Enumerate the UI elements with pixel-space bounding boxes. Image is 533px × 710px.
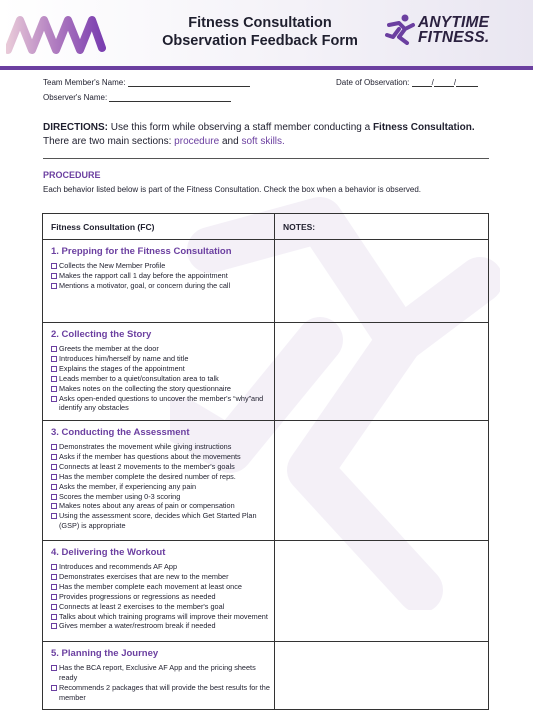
checklist-item-label: Collects the New Member Profile [59, 261, 166, 270]
checklist-item[interactable] [51, 663, 274, 683]
checklist-item-label: Has the member complete the desired number of reps. [59, 471, 236, 481]
checklist-item[interactable] [51, 582, 274, 592]
checklist-item[interactable] [51, 271, 274, 281]
procedure-link: procedure [174, 136, 220, 147]
checklist-item-label: Has the BCA report, Exclusive AF App and the pricing sheets ready [59, 663, 256, 682]
checkbox[interactable] [51, 283, 57, 289]
directions-text [43, 121, 503, 149]
checklist-item[interactable] [51, 492, 274, 502]
section-divider [43, 158, 489, 159]
checkbox[interactable] [51, 454, 57, 460]
anytime-fitness-logo [385, 13, 525, 47]
section-title: 3. Conducting the Assessment [51, 427, 190, 438]
table-row [43, 541, 489, 642]
logo-text-line1: ANYTIME [418, 14, 490, 31]
date-separator: / [431, 78, 434, 87]
checklist-item[interactable] [51, 501, 274, 511]
team-member-name-label: Team Member's Name: [43, 78, 126, 87]
checklist-item-label: Using the assessment score, decides which Get Started Plan (GSP) is appropriate [59, 511, 257, 531]
checkbox[interactable] [51, 356, 57, 362]
date-month-line[interactable] [412, 86, 432, 87]
checklist-item-label: Makes notes on the collecting the story questionnaire [59, 383, 231, 393]
checklist-item[interactable] [51, 394, 274, 414]
notes-cell[interactable] [275, 541, 489, 642]
checkbox[interactable] [51, 396, 57, 402]
checklist-item-label: Demonstrates exercises that are new to the member [59, 571, 229, 581]
checklist-item-label: Demonstrates the movement while giving instructions [59, 442, 232, 451]
checklist-item[interactable] [51, 602, 274, 612]
table-header-row [43, 214, 489, 240]
date-separator: / [453, 78, 457, 87]
checkbox[interactable] [51, 574, 57, 580]
notes-cell[interactable] [275, 240, 489, 323]
notes-cell[interactable] [275, 642, 489, 710]
checklist-item[interactable] [51, 364, 274, 374]
checklist-item-label: Recommends 2 packages that will provide the best results for the member [59, 682, 270, 702]
fitness-consultation-table [42, 213, 489, 710]
header-divider-bar [0, 66, 533, 70]
section-cell [43, 421, 275, 541]
checkbox[interactable] [51, 346, 57, 352]
checklist-item[interactable] [51, 462, 274, 472]
checklist-item[interactable] [51, 482, 274, 492]
team-member-name-field[interactable] [43, 78, 250, 87]
checkbox[interactable] [51, 484, 57, 490]
checklist-item-label: Makes notes about any areas of pain or compensation [59, 501, 235, 511]
checklist-item-label: Mentions a motivator, goal, or concern during the call [59, 280, 231, 290]
table-row [43, 642, 489, 710]
section-cell [43, 642, 275, 710]
running-man-icon [385, 13, 417, 45]
notes-cell[interactable] [275, 421, 489, 541]
date-day-line[interactable] [434, 86, 454, 87]
table-row [43, 421, 489, 541]
directions-body: Use this form while observing a staff member conducting a [110, 122, 371, 133]
notes-cell[interactable] [275, 323, 489, 421]
checklist-item-label: Makes the rapport call 1 day before the appointment [59, 270, 228, 280]
checklist-item[interactable] [51, 452, 274, 462]
date-of-observation-label: Date of Observation: [336, 78, 410, 87]
checklist-item-label: Scores the member using 0-3 scoring [59, 491, 181, 501]
checkbox[interactable] [51, 444, 57, 450]
page-header [0, 0, 533, 66]
observer-name-label: Observer's Name: [43, 93, 108, 102]
directions-label: DIRECTIONS: [43, 122, 108, 133]
checkbox[interactable] [51, 376, 57, 382]
checklist-item[interactable] [51, 592, 274, 602]
date-of-observation-field[interactable] [336, 78, 478, 87]
checkbox[interactable] [51, 386, 57, 392]
checklist-item-label: Introduces him/herself by name and title [59, 353, 189, 363]
checkbox[interactable] [51, 594, 57, 600]
checklist-item[interactable] [51, 344, 274, 354]
checkbox[interactable] [51, 494, 57, 500]
checkbox[interactable] [51, 623, 57, 629]
table-row [43, 323, 489, 421]
checkbox[interactable] [51, 273, 57, 279]
form-title-line1: Fitness Consultation [188, 15, 332, 31]
section-title: 4. Delivering the Workout [51, 547, 166, 558]
checklist [51, 442, 274, 531]
checklist-item[interactable] [51, 281, 274, 291]
checkbox[interactable] [51, 685, 57, 691]
checklist-item-label: Introduces and recommends AF App [59, 562, 178, 571]
checkbox[interactable] [51, 503, 57, 509]
section-cell [43, 323, 275, 421]
checklist-item-label: Asks the member, if experiencing any pain [59, 481, 197, 491]
checklist-item-label: Explains the stages of the appointment [59, 363, 185, 373]
procedure-description: Each behavior listed below is part of the Fitness Consultation. Check the box when a behavior is observed. [43, 185, 421, 194]
checklist-item-label: Provides progressions or regressions as needed [59, 591, 216, 601]
observer-name-line[interactable] [109, 101, 231, 102]
checklist-item[interactable] [51, 354, 274, 364]
checklist-item-label: Connects at least 2 exercises to the member's goal [59, 601, 225, 611]
checklist-item-label: Talks about which training programs will improve their movement [59, 611, 268, 621]
logo-text-line2: FITNESS. [418, 29, 490, 46]
observer-name-field[interactable] [43, 93, 231, 102]
checkbox[interactable] [51, 366, 57, 372]
fc-column-header: Fitness Consultation (FC) [43, 214, 275, 240]
checklist-item[interactable] [51, 374, 274, 384]
checkbox[interactable] [51, 665, 57, 671]
checklist-item-label: Asks if the member has questions about the movements [59, 451, 241, 461]
checklist-item[interactable] [51, 442, 274, 452]
checkbox[interactable] [51, 474, 57, 480]
checklist-item-label: Gives member a water/restroom break if needed [59, 621, 216, 631]
checkbox[interactable] [51, 604, 57, 610]
checklist-item[interactable] [51, 511, 274, 531]
section-cell [43, 240, 275, 323]
checklist [51, 344, 274, 413]
section-cell [43, 541, 275, 642]
soft-skills-link: soft skills. [241, 136, 285, 147]
checklist [51, 663, 274, 703]
checklist-item[interactable] [51, 612, 274, 622]
checkbox[interactable] [51, 464, 57, 470]
team-member-name-line[interactable] [128, 86, 250, 87]
section-title: 5. Planning the Journey [51, 648, 159, 659]
date-year-line[interactable] [456, 86, 478, 87]
checkbox[interactable] [51, 614, 57, 620]
checklist-item-label: Leads member to a quiet/consultation area to talk [59, 373, 219, 383]
directions-emphasis: Fitness Consultation. [372, 122, 475, 133]
checklist-item-label: Connects at least 2 movements to the member's goals [59, 461, 235, 471]
section-title: 1. Prepping for the Fitness Consultation [51, 246, 232, 257]
checklist-item-label: Asks open-ended questions to uncover the member's “why”and identify any obstacles [59, 393, 264, 413]
table-row [43, 240, 489, 323]
form-title [150, 14, 370, 50]
directions-sections-text: There are two main sections: [43, 136, 172, 147]
checklist [51, 562, 274, 631]
procedure-heading: PROCEDURE [43, 170, 101, 180]
section-title: 2. Collecting the Story [51, 329, 152, 340]
checklist [51, 261, 274, 291]
checklist-item-label: Greets the member at the door [59, 344, 159, 353]
notes-column-header: NOTES: [275, 214, 489, 240]
checkbox[interactable] [51, 564, 57, 570]
checklist-item[interactable] [51, 572, 274, 582]
checkbox[interactable] [51, 584, 57, 590]
checklist-item[interactable] [51, 621, 274, 631]
checklist-item[interactable] [51, 472, 274, 482]
checklist-item[interactable] [51, 562, 274, 572]
checklist-item[interactable] [51, 261, 274, 271]
checkbox[interactable] [51, 513, 57, 519]
checklist-item-label: Has the member complete each movement at least once [59, 581, 242, 591]
checkbox[interactable] [51, 263, 57, 269]
checklist-item[interactable] [51, 384, 274, 394]
brand-wave-graphic [6, 10, 106, 56]
form-title-line2: Observation Feedback Form [162, 33, 358, 49]
logo-text [418, 15, 489, 45]
directions-and: and [221, 136, 239, 147]
